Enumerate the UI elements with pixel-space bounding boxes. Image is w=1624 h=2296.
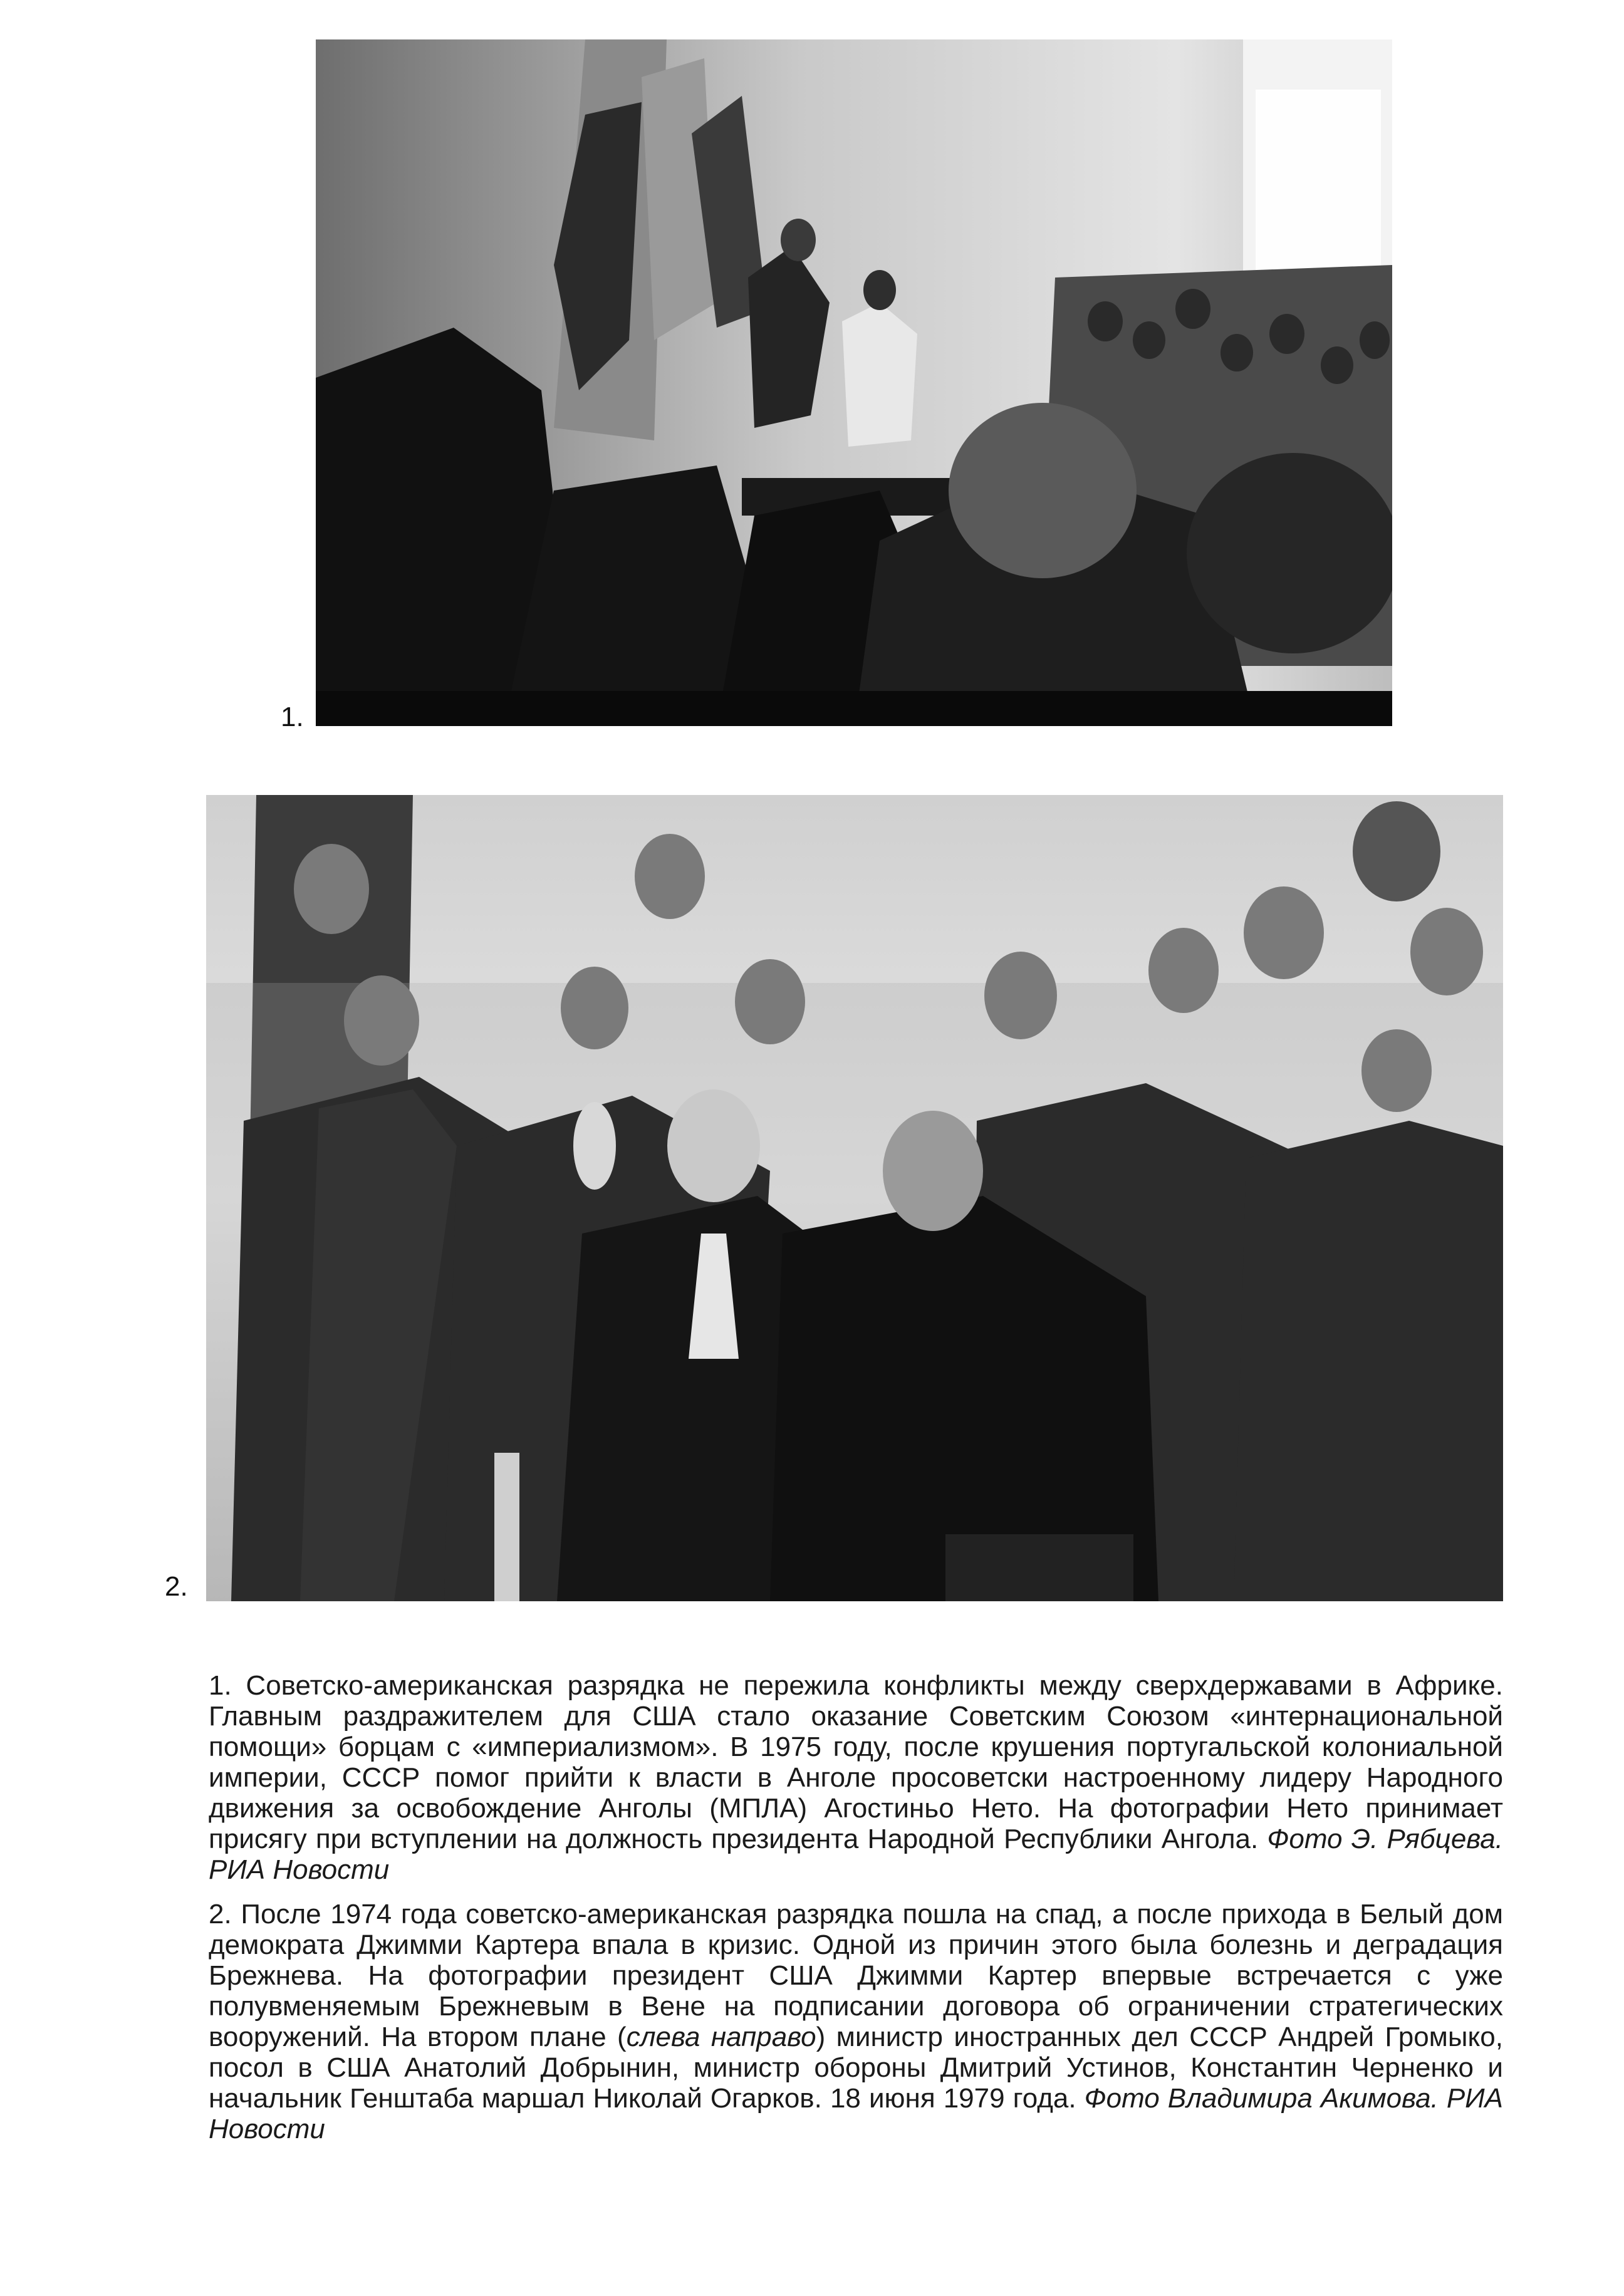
caption-2-text: 2. После 1974 года советско-американская разрядка пошла на спад, а после прихода в Белый дом демократа Джимми Картера впала в кризис. Одной из причин этого была болезнь и деградация Брежнева. На фотографии президент США Джимми Картер впервые встречается с уже полувменяемым Брежневым в Вене на подписании договора об ограничении стратегических вооружений. На втором плане ( <box>209 1899 1503 2052</box>
caption-2-italic: слева направо <box>626 2022 816 2052</box>
caption-1 <box>209 1670 1503 1885</box>
caption-2-text-after: ) министр иностранных дел СССР Андрей Громыко, посол в США Анатолий Добрынин, министр обороны Дмитрий Устинов, Константин Черненко и начальник Генштаба маршал Николай Огарков. 18 июня 1979 года. <box>209 2022 1503 2114</box>
figure-1-number: 1. <box>281 702 304 732</box>
figure-2-number: 2. <box>165 1571 188 1602</box>
captions <box>209 1670 1503 2158</box>
photo-1-neto-oath <box>316 39 1392 726</box>
caption-1-text: 1. Советско-американская разрядка не пережила конфликты между сверхдержавами в Африке. Главным раздражителем для США стало оказание Советским Союзом «интернациональной помощи» борцам с «империализмом». В 1975 году, после крушения португальской колониальной империи, СССР помог прийти к власти в Анголе просоветски настроенному лидеру Народного движения за освобождение Анголы (МПЛА) Агостиньо Нето. На фотографии Нето принимает присягу при вступлении на должность президента Народной Республики Ангола. <box>209 1670 1503 1854</box>
caption-2-credit: Фото Владимира Акимова. РИА Новости <box>209 2083 1504 2144</box>
caption-2 <box>209 1899 1503 2144</box>
photo-2-carter-brezhnev <box>206 795 1503 1601</box>
caption-1-credit: Фото Э. Рябцева. РИА Новости <box>209 1824 1503 1885</box>
